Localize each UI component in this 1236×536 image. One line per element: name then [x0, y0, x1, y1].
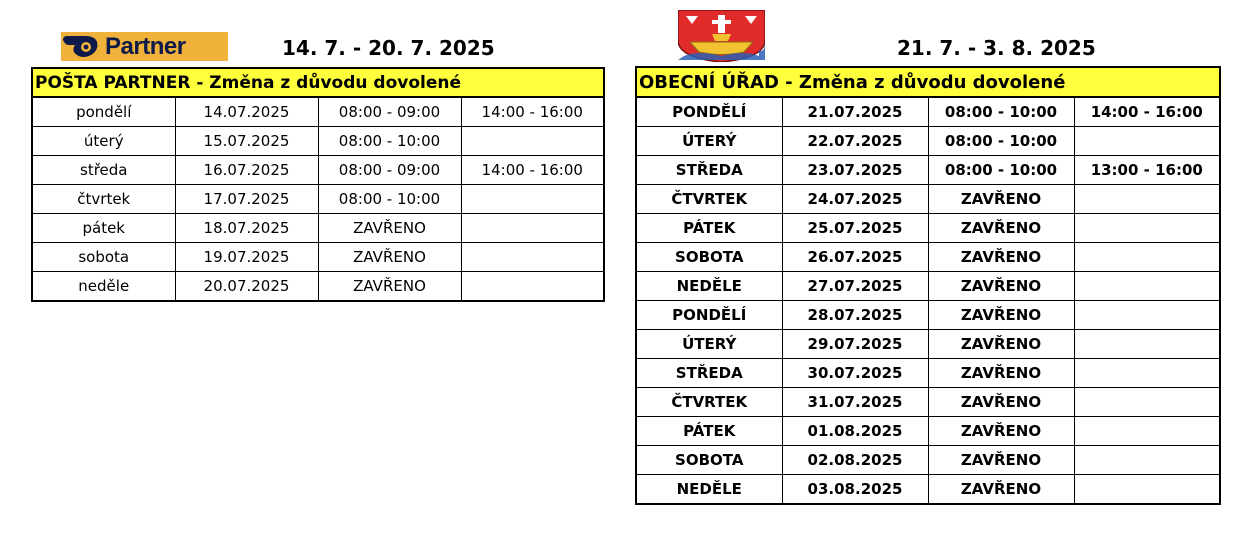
hours-cell: 14:00 - 16:00: [461, 156, 604, 185]
hours-cell: ZAVŘENO: [928, 446, 1074, 475]
date-cell: 15.07.2025: [175, 127, 318, 156]
table-row: [32, 214, 604, 243]
date-cell: 26.07.2025: [782, 243, 928, 272]
date-cell: 22.07.2025: [782, 127, 928, 156]
table-row: [636, 301, 1220, 330]
hours-cell: ZAVŘENO: [928, 301, 1074, 330]
date-cell: 20.07.2025: [175, 272, 318, 302]
hours-cell: ZAVŘENO: [928, 359, 1074, 388]
table-row: [636, 156, 1220, 185]
hours-cell: ZAVŘENO: [318, 272, 461, 302]
hours-cell: [461, 243, 604, 272]
posta-partner-logo: [61, 32, 228, 61]
hours-cell: ZAVŘENO: [928, 185, 1074, 214]
date-cell: 28.07.2025: [782, 301, 928, 330]
hours-cell: ZAVŘENO: [928, 214, 1074, 243]
posta-schedule-table: [31, 67, 605, 302]
day-cell: ÚTERÝ: [636, 127, 782, 156]
right-period-title: 21. 7. - 3. 8. 2025: [897, 36, 1096, 60]
date-cell: 17.07.2025: [175, 185, 318, 214]
table-row: [636, 243, 1220, 272]
hours-cell: [461, 214, 604, 243]
hours-cell: 08:00 - 10:00: [318, 127, 461, 156]
hours-cell: [461, 185, 604, 214]
hours-cell: [1074, 446, 1220, 475]
hours-cell: 08:00 - 10:00: [928, 127, 1074, 156]
day-cell: PÁTEK: [636, 417, 782, 446]
day-cell: SOBOTA: [636, 243, 782, 272]
date-cell: 19.07.2025: [175, 243, 318, 272]
table-row: [636, 272, 1220, 301]
table-row: [636, 446, 1220, 475]
hours-cell: [1074, 359, 1220, 388]
date-cell: 30.07.2025: [782, 359, 928, 388]
hours-cell: ZAVŘENO: [928, 272, 1074, 301]
date-cell: 18.07.2025: [175, 214, 318, 243]
table-row: [32, 272, 604, 302]
post-horn-icon: [61, 32, 101, 61]
hours-cell: [1074, 214, 1220, 243]
day-cell: PONDĚLÍ: [636, 97, 782, 127]
hours-cell: 08:00 - 10:00: [318, 185, 461, 214]
date-cell: 16.07.2025: [175, 156, 318, 185]
hours-cell: ZAVŘENO: [928, 330, 1074, 359]
table-row: [636, 388, 1220, 417]
date-cell: 01.08.2025: [782, 417, 928, 446]
day-cell: ČTVRTEK: [636, 185, 782, 214]
day-cell: PÁTEK: [636, 214, 782, 243]
day-cell: pátek: [32, 214, 175, 243]
logo-text: Partner: [105, 33, 186, 60]
hours-cell: [1074, 388, 1220, 417]
table-row: [32, 185, 604, 214]
table-row: [636, 185, 1220, 214]
hours-cell: 08:00 - 10:00: [928, 97, 1074, 127]
table-row: [32, 156, 604, 185]
table-row: [32, 97, 604, 127]
table-row: [32, 243, 604, 272]
day-cell: STŘEDA: [636, 359, 782, 388]
hours-cell: 14:00 - 16:00: [1074, 97, 1220, 127]
date-cell: 27.07.2025: [782, 272, 928, 301]
hours-cell: ZAVŘENO: [928, 475, 1074, 505]
hours-cell: 08:00 - 10:00: [928, 156, 1074, 185]
hours-cell: [1074, 127, 1220, 156]
hours-cell: [1074, 417, 1220, 446]
posta-table-header: POŠTA PARTNER - Změna z důvodu dovolené: [32, 68, 604, 97]
hours-cell: ZAVŘENO: [928, 243, 1074, 272]
hours-cell: [461, 127, 604, 156]
date-cell: 14.07.2025: [175, 97, 318, 127]
day-cell: NEDĚLE: [636, 475, 782, 505]
obec-schedule-table: [635, 66, 1221, 505]
hours-cell: ZAVŘENO: [318, 243, 461, 272]
day-cell: PONDĚLÍ: [636, 301, 782, 330]
hours-cell: 08:00 - 09:00: [318, 97, 461, 127]
date-cell: 21.07.2025: [782, 97, 928, 127]
table-row: [636, 214, 1220, 243]
table-row: [636, 330, 1220, 359]
left-period-title: 14. 7. - 20. 7. 2025: [282, 36, 495, 60]
hours-cell: [1074, 272, 1220, 301]
date-cell: 25.07.2025: [782, 214, 928, 243]
day-cell: pondělí: [32, 97, 175, 127]
hours-cell: 13:00 - 16:00: [1074, 156, 1220, 185]
hours-cell: 14:00 - 16:00: [461, 97, 604, 127]
date-cell: 24.07.2025: [782, 185, 928, 214]
hours-cell: [1074, 301, 1220, 330]
table-row: [636, 417, 1220, 446]
date-cell: 31.07.2025: [782, 388, 928, 417]
hours-cell: [1074, 330, 1220, 359]
table-row: [636, 97, 1220, 127]
table-row: [636, 359, 1220, 388]
hours-cell: ZAVŘENO: [318, 214, 461, 243]
date-cell: 23.07.2025: [782, 156, 928, 185]
day-cell: SOBOTA: [636, 446, 782, 475]
obec-table-header: OBECNÍ ÚŘAD - Změna z důvodu dovolené: [636, 67, 1220, 97]
hours-cell: [1074, 475, 1220, 505]
hours-cell: [1074, 185, 1220, 214]
day-cell: ČTVRTEK: [636, 388, 782, 417]
date-cell: 02.08.2025: [782, 446, 928, 475]
hours-cell: ZAVŘENO: [928, 417, 1074, 446]
hours-cell: 08:00 - 09:00: [318, 156, 461, 185]
day-cell: STŘEDA: [636, 156, 782, 185]
hours-cell: [1074, 243, 1220, 272]
hours-cell: [461, 272, 604, 302]
day-cell: čtvrtek: [32, 185, 175, 214]
day-cell: ÚTERÝ: [636, 330, 782, 359]
date-cell: 29.07.2025: [782, 330, 928, 359]
table-row: [636, 475, 1220, 505]
day-cell: úterý: [32, 127, 175, 156]
day-cell: neděle: [32, 272, 175, 302]
date-cell: 03.08.2025: [782, 475, 928, 505]
hours-cell: ZAVŘENO: [928, 388, 1074, 417]
municipal-crest-icon: [678, 10, 765, 62]
table-row: [636, 127, 1220, 156]
table-row: [32, 127, 604, 156]
day-cell: sobota: [32, 243, 175, 272]
day-cell: NEDĚLE: [636, 272, 782, 301]
day-cell: středa: [32, 156, 175, 185]
